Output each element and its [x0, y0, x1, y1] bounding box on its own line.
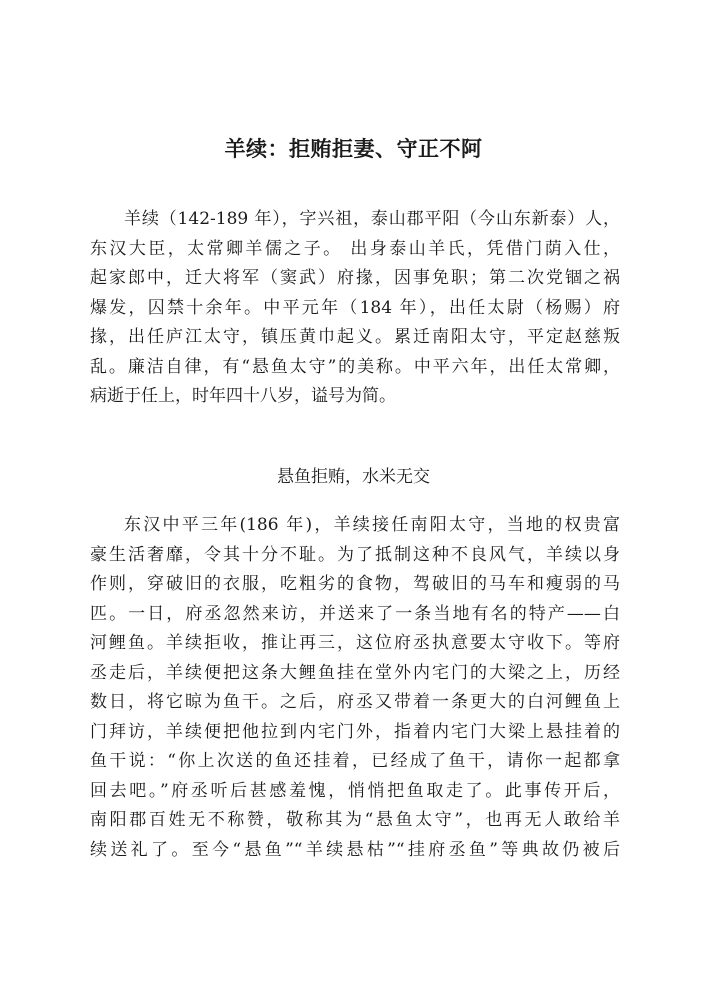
intro-paragraph: [90, 205, 620, 412]
paragraph-line: 南阳郡百姓无不称赞，敬称其为“悬鱼太守”，也再无人敢给羊: [90, 810, 620, 830]
paragraph-line: 丞走后，羊续便把这条大鲤鱼挂在堂外内宅门的大梁之上，历经: [90, 662, 620, 683]
paragraph-line: 河鲤鱼。羊续拒收，推让再三，这位府丞执意要太守收下。等府: [90, 633, 620, 653]
paragraph-line: 续送礼了。至今“悬鱼”“羊续悬枯”“挂府丞鱼”等典故仍被后: [90, 839, 620, 860]
paragraph-line: 爆发，囚禁十余年。中平元年（184 年），出任太尉（杨赐）府: [90, 297, 620, 318]
paragraph-line: 匹。一日，府丞忽然来访，并送来了一条当地有名的特产——白: [90, 603, 620, 624]
paragraph-line: 东汉大臣，太常卿羊儒之子。 出身泰山羊氏，凭借门荫入仕，: [90, 238, 620, 259]
paragraph-line: 豪生活奢靡，令其十分不耻。为了抵制这种不良风气，羊续以身: [90, 544, 620, 565]
document-title: 羊续：拒贿拒妻、守正不阿: [224, 136, 483, 161]
paragraph-line: 数日，将它晾为鱼干。之后，府丞又带着一条更大的白河鲤鱼上: [90, 692, 620, 712]
paragraph-line: 羊续（142-189 年），字兴祖，泰山郡平阳（今山东新泰）人，: [124, 209, 620, 229]
paragraph-line: 鱼干说：“你上次送的鱼还挂着，已经成了鱼干，请你一起都拿: [90, 751, 620, 771]
paragraph-line: 掾，出任庐江太守，镇压黄巾起义。累迁南阳太守，平定赵慈叛: [90, 327, 620, 347]
paragraph-line: 东汉中平三年(186 年)，羊续接任南阳太守，当地的权贵富: [124, 515, 620, 535]
paragraph-line: 门拜访，羊续便把他拉到内宅门外，指着内宅门大梁上悬挂着的: [90, 721, 620, 742]
paragraph-line: 病逝于任上，时年四十八岁，谥号为简。: [90, 386, 396, 406]
paragraph-line: 回去吧。”府丞听后甚感羞愧，悄悄把鱼取走了。此事传开后，: [90, 780, 620, 801]
paragraph-line: 起家郎中，迁大将军（窦武）府掾，因事免职；第二次党锢之祸: [90, 268, 620, 288]
paragraph-line: 乱。廉洁自律，有“悬鱼太守”的美称。中平六年，出任太常卿，: [90, 356, 620, 377]
section-heading: 悬鱼拒贿，水米无交: [277, 467, 430, 487]
section-paragraph: [90, 511, 620, 865]
paragraph-line: 作则，穿破旧的衣服，吃粗劣的食物，驾破旧的马车和瘦弱的马: [90, 574, 620, 594]
